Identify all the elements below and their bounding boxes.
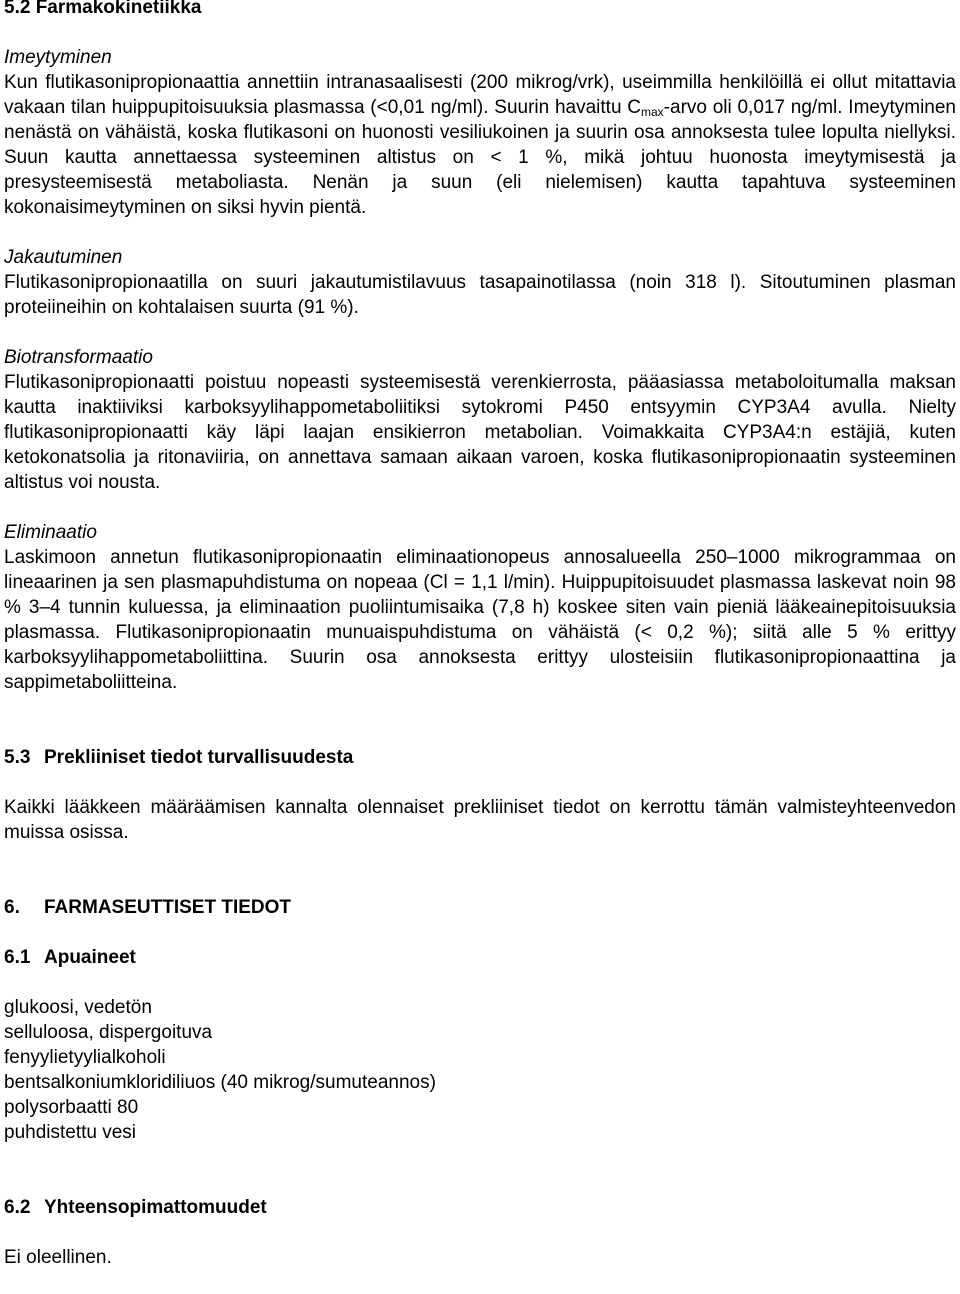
section-6-1-label: Apuaineet: [44, 947, 136, 968]
section-6-1-number: 6.1: [4, 947, 31, 968]
absorption-text: [4, 70, 956, 220]
spacer: [4, 1145, 956, 1195]
spacer: [4, 20, 956, 45]
list-item: bentsalkoniumkloridiliuos (40 mikrog/sumuteannos): [4, 1072, 436, 1093]
distribution-heading: Jakautuminen: [4, 247, 123, 268]
document-page: [4, 0, 956, 1270]
spacer: [4, 970, 956, 995]
spacer: [4, 920, 956, 945]
list-item: fenyylietyylialkoholi: [4, 1047, 166, 1068]
absorption-text-part2: -arvo oli 0,017 ng/ml. Imeytyminen nenästä on vähäistä, koska flutikasoni on huonosti vesiliukoinen ja suurin osa annoksesta tulee lopulta niellyksi. Suun kautta annettaessa systeeminen altistus on < 1 %, mikä johtuu huonosta imeytymisestä ja presysteemisestä metaboliasta. Nenän ja suun (eli nielemisen) kautta tapahtuva systeeminen kokonaisimeytyminen on siksi hyvin pientä.: [4, 97, 956, 218]
elimination-heading: Eliminaatio: [4, 522, 97, 543]
elimination-text: Laskimoon annetun flutikasonipropionaatin eliminaationopeus annosalueella 250–1000 mikrogrammaa on lineaarinen ja sen plasmapuhdistuma on nopeaa (Cl = 1,1 l/min). Huippupitoisuudet plasmassa laskevat noin 98 % 3–4 tunnin kuluessa, ja eliminaation puoliintumisaika (7,8 h) koskee siten vain pieniä lääkeainepitoisuuksia plasmassa. Flutikasonipropionaatin munuaispuhdistuma on vähäistä (< 0,2 %); siitä alle 5 % erittyy karboksyylihappometaboliittina. Suurin osa annoksesta erittyy ulosteisiin flutikasonipropionaattina ja sappimetaboliitteina.: [4, 547, 956, 693]
section-6-number: 6.: [4, 897, 20, 918]
spacer: [4, 220, 956, 245]
spacer: [4, 320, 956, 345]
section-6-1-title: [4, 945, 956, 970]
spacer: [4, 495, 956, 520]
list-item: polysorbaatti 80: [4, 1097, 139, 1118]
section-5-3-title: [4, 745, 956, 770]
biotransformation-heading: Biotransformaatio: [4, 347, 153, 368]
excipients-list: [4, 995, 956, 1145]
absorption-text-part1: Kun flutikasonipropionaattia annettiin intranasaalisesti (200 mikrog/vrk), useimmilla henkilöillä ei ollut mitattavia vakaan tilan huippupitoisuuksia plasmassa (<0,01 ng/ml). Suurin havaittu C: [4, 72, 956, 118]
cmax-subscript: max: [641, 105, 664, 119]
section-5-3-text: Kaikki lääkkeen määräämisen kannalta olennaiset prekliiniset tiedot on kerrottu tämän valmisteyhteenvedon muissa osissa.: [4, 797, 956, 843]
section-6-2-title: [4, 1195, 956, 1220]
spacer: [4, 1220, 956, 1245]
spacer: [4, 695, 956, 745]
spacer: [4, 845, 956, 895]
list-item: puhdistettu vesi: [4, 1122, 137, 1143]
section-6-2-text: Ei oleellinen.: [4, 1247, 112, 1268]
section-5-3-label: Prekliiniset tiedot turvallisuudesta: [44, 747, 354, 768]
section-6-2-number: 6.2: [4, 1197, 31, 1218]
section-6-title: [4, 895, 956, 920]
section-6-label: FARMASEUTTISET TIEDOT: [44, 897, 291, 918]
biotransformation-text: Flutikasonipropionaatti poistuu nopeasti systeemisestä verenkierrosta, pääasiassa metaboloitumalla maksan kautta inaktiiviksi karboksyylihappometaboliitiksi sytokromi P450 entsyymin CYP3A4 avulla. Nielty flutikasonipropionaatti käy läpi laajan ensikierron metabolian. Voimakkaita CYP3A4:n estäjiä, kuten ketokonatsolia ja ritonaviiria, on annettava samaan aikaan varoen, koska flutikasonipropionaatin systeeminen altistus voi nousta.: [4, 372, 956, 493]
section-5-3-number: 5.3: [4, 747, 31, 768]
section-6-2-label: Yhteensopimattomuudet: [44, 1197, 267, 1218]
list-item: glukoosi, vedetön: [4, 997, 152, 1018]
spacer: [4, 770, 956, 795]
list-item: selluloosa, dispergoituva: [4, 1022, 213, 1043]
section-5-2-title: 5.2 Farmakokinetiikka: [4, 0, 202, 18]
absorption-heading: Imeytyminen: [4, 47, 112, 68]
distribution-text: Flutikasonipropionaatilla on suuri jakautumistilavuus tasapainotilassa (noin 318 l). Sitoutuminen plasman proteiineihin on kohtalaisen suurta (91 %).: [4, 272, 956, 318]
